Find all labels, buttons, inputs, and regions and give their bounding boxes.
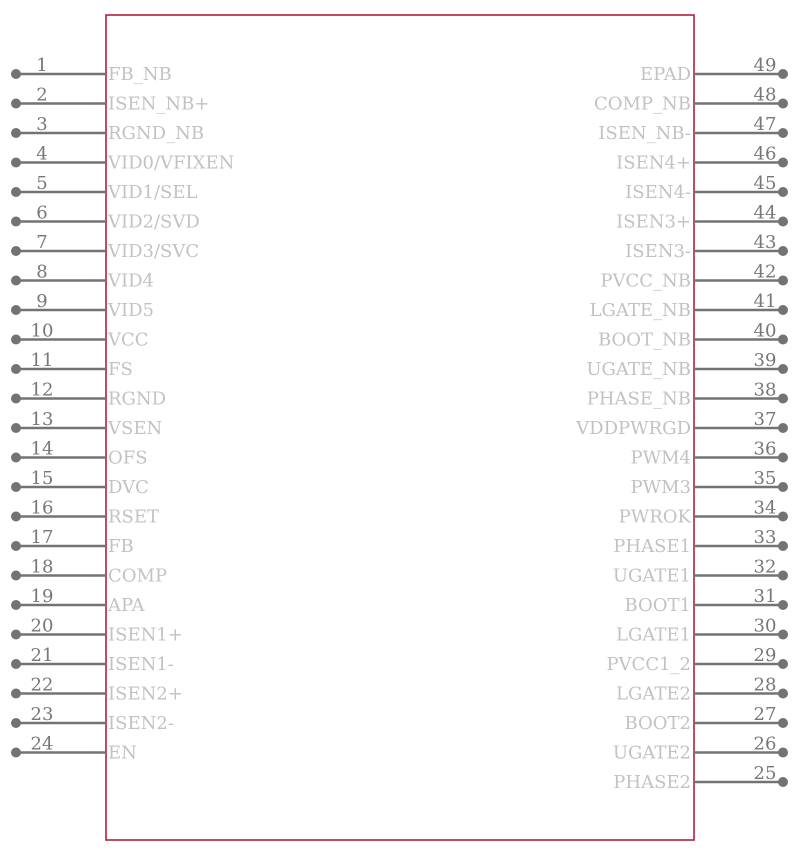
- pin-label: PVCC1_2: [606, 654, 691, 675]
- pin-13-vsen: [11, 409, 162, 439]
- pin-11-fs: [11, 350, 133, 380]
- pin-1-fb-nb: [11, 55, 172, 85]
- pin-label: PWM4: [630, 447, 691, 469]
- pin-dot: [11, 158, 21, 168]
- pin-label: BOOT2: [624, 713, 691, 734]
- pin-number: 17: [30, 527, 54, 548]
- pin-dot: [11, 512, 21, 522]
- pin-27-boot2: [624, 704, 788, 734]
- pin-dot: [11, 99, 21, 109]
- pin-dot: [778, 453, 788, 463]
- pin-dot: [778, 305, 788, 315]
- pin-9-vid5: [11, 291, 154, 321]
- pin-dot: [11, 453, 21, 463]
- pin-label: LGATE1: [616, 624, 691, 646]
- pin-dot: [778, 276, 788, 286]
- pin-label: VID3/SVC: [108, 241, 200, 262]
- pin-number: 29: [753, 645, 777, 666]
- pin-label: RSET: [108, 506, 160, 528]
- pin-5-vid1-sel: [11, 173, 198, 203]
- pin-number: 13: [30, 409, 54, 430]
- pin-49-epad: [640, 55, 788, 85]
- pin-label: UGATE2: [612, 742, 691, 764]
- pin-47-isen-nb: [598, 114, 788, 144]
- pin-35-pwm3: [631, 468, 789, 498]
- pin-number: 22: [30, 674, 54, 696]
- pin-label: PVCC_NB: [600, 270, 691, 292]
- pin-number: 39: [753, 350, 777, 371]
- pin-label: FB: [108, 536, 134, 557]
- pin-number: 31: [753, 586, 777, 607]
- pin-2-isen-nb: [11, 85, 209, 115]
- pin-dot: [11, 246, 21, 256]
- pin-number: 32: [753, 556, 777, 578]
- pin-dot: [778, 335, 788, 345]
- pin-label: BOOT_NB: [597, 329, 691, 351]
- pin-dot: [778, 600, 788, 610]
- pin-dot: [11, 305, 21, 315]
- pin-34-pwrok: [619, 498, 788, 528]
- pin-label: PHASE2: [613, 772, 691, 793]
- pin-number: 24: [30, 733, 54, 755]
- pin-39-ugate-nb: [586, 350, 788, 380]
- pin-number: 20: [30, 615, 54, 637]
- pin-number: 45: [753, 173, 777, 194]
- pin-15-dvc: [11, 468, 149, 498]
- pin-dot: [11, 335, 21, 345]
- pin-number: 11: [30, 350, 54, 371]
- pin-dot: [11, 364, 21, 374]
- pin-dot: [11, 748, 21, 758]
- pin-number: 5: [36, 173, 48, 194]
- pin-43-isen3: [625, 232, 788, 262]
- pin-number: 16: [30, 497, 54, 519]
- pin-label: VID2/SVD: [108, 211, 200, 233]
- pin-44-isen3: [616, 203, 788, 233]
- pin-label: DVC: [108, 477, 149, 498]
- pin-30-lgate1: [616, 616, 788, 646]
- pin-number: 15: [30, 468, 54, 489]
- pin-number: 27: [753, 704, 777, 725]
- pin-31-boot1: [624, 586, 788, 616]
- pin-number: 1: [36, 55, 48, 76]
- pin-20-isen1: [11, 616, 183, 646]
- pin-number: 2: [36, 84, 48, 106]
- pin-dot: [11, 128, 21, 138]
- pin-number: 47: [753, 114, 777, 135]
- pin-number: 49: [753, 55, 777, 76]
- pin-label: BOOT1: [624, 595, 691, 616]
- pin-label: VSEN: [108, 418, 163, 439]
- pin-number: 12: [30, 379, 54, 401]
- pin-17-fb: [11, 527, 134, 557]
- pin-28-lgate2: [616, 675, 788, 705]
- pin-label: VDDPWRGD: [576, 418, 691, 439]
- pin-10-vcc: [11, 321, 149, 351]
- left-pin-group: [11, 55, 234, 764]
- pin-dot: [778, 482, 788, 492]
- pin-label: APA: [108, 595, 145, 616]
- pin-dot: [778, 630, 788, 640]
- pin-number: 30: [753, 615, 777, 637]
- pin-41-lgate-nb: [590, 291, 788, 321]
- pin-36-pwm4: [631, 439, 789, 469]
- pin-dot: [11, 394, 21, 404]
- pin-dot: [778, 128, 788, 138]
- pin-label: PWROK: [618, 506, 691, 528]
- pin-dot: [11, 276, 21, 286]
- pin-label: ISEN_NB-: [598, 123, 691, 144]
- pin-number: 44: [753, 202, 777, 224]
- pin-21-isen1: [11, 645, 174, 675]
- pin-number: 43: [753, 232, 777, 253]
- pin-16-rset: [11, 498, 159, 528]
- pin-label: VID1/SEL: [108, 182, 198, 203]
- pin-label: VID4: [108, 270, 154, 292]
- pin-dot: [778, 69, 788, 79]
- pin-3-rgnd-nb: [11, 114, 204, 144]
- pin-label: PHASE1: [613, 536, 691, 557]
- pin-number: 26: [753, 733, 777, 755]
- pin-8-vid4: [11, 262, 154, 292]
- pin-number: 33: [753, 527, 777, 548]
- pin-dot: [778, 718, 788, 728]
- pin-number: 25: [753, 763, 777, 784]
- right-pin-group: [575, 55, 788, 793]
- pin-23-isen2: [11, 704, 174, 734]
- pin-number: 3: [36, 114, 48, 135]
- pin-number: 8: [36, 261, 48, 283]
- pin-dot: [11, 423, 21, 433]
- pin-label: PWM3: [630, 477, 691, 498]
- pin-number: 28: [753, 674, 777, 696]
- pin-label: ISEN1-: [108, 654, 174, 675]
- pin-number: 7: [36, 232, 48, 253]
- pin-label: UGATE1: [612, 565, 691, 587]
- pin-number: 6: [36, 202, 48, 224]
- pin-46-isen4: [616, 144, 788, 174]
- pin-label: FB_NB: [108, 64, 172, 85]
- pin-dot: [778, 158, 788, 168]
- pin-dot: [11, 69, 21, 79]
- pin-label: LGATE2: [616, 683, 691, 705]
- pin-37-vddpwrgd: [575, 409, 788, 439]
- pin-label: VID5: [108, 300, 154, 321]
- pin-dot: [11, 187, 21, 197]
- pin-dot: [778, 748, 788, 758]
- pin-14-ofs: [11, 439, 148, 469]
- pin-12-rgnd: [11, 380, 166, 410]
- pin-number: 40: [753, 320, 777, 342]
- pin-number: 41: [753, 291, 777, 312]
- pin-40-boot-nb: [598, 321, 788, 351]
- pin-number: 21: [30, 645, 54, 666]
- pin-label: ISEN2+: [108, 683, 183, 705]
- pin-dot: [778, 689, 788, 699]
- pin-number: 37: [753, 409, 777, 430]
- pin-number: 19: [30, 586, 54, 607]
- pin-dot: [11, 689, 21, 699]
- pin-number: 4: [36, 143, 48, 165]
- pin-48-comp-nb: [594, 85, 788, 115]
- pin-label: FS: [108, 359, 133, 380]
- pin-22-isen2: [11, 675, 183, 705]
- pin-number: 23: [30, 704, 54, 725]
- pin-dot: [11, 482, 21, 492]
- pin-label: ISEN3-: [625, 241, 691, 262]
- pin-number: 9: [36, 291, 48, 312]
- pin-number: 18: [30, 556, 54, 578]
- pin-number: 42: [753, 261, 777, 283]
- pin-label: COMP_NB: [593, 93, 691, 115]
- pin-24-en: [11, 734, 137, 764]
- pin-dot: [11, 217, 21, 227]
- pin-label: RGND: [108, 388, 167, 410]
- pin-label: LGATE_NB: [589, 300, 691, 321]
- pin-number: 35: [753, 468, 777, 489]
- pin-18-comp: [11, 557, 167, 587]
- pin-label: UGATE_NB: [586, 359, 691, 380]
- pin-label: ISEN3+: [616, 211, 691, 233]
- pin-dot: [778, 217, 788, 227]
- pin-number: 14: [30, 438, 54, 460]
- pin-dot: [778, 512, 788, 522]
- pin-label: EN: [108, 742, 137, 764]
- pin-dot: [778, 364, 788, 374]
- pin-dot: [778, 394, 788, 404]
- pin-number: 46: [753, 143, 777, 165]
- pin-dot: [778, 246, 788, 256]
- pin-label: COMP: [108, 565, 168, 587]
- pin-dot: [778, 187, 788, 197]
- pin-32-ugate1: [613, 557, 788, 587]
- pin-dot: [778, 571, 788, 581]
- pin-45-isen4: [625, 173, 788, 203]
- pin-number: 10: [30, 320, 54, 342]
- pin-label: ISEN2-: [108, 713, 174, 734]
- pin-number: 36: [753, 438, 777, 460]
- pin-label: VID0/VFIXEN: [108, 152, 235, 174]
- pin-number: 34: [753, 497, 777, 519]
- pin-label: VCC: [108, 329, 149, 351]
- pin-label: ISEN4-: [625, 182, 691, 203]
- pin-number: 48: [753, 84, 777, 106]
- pin-7-vid3-svc: [11, 232, 199, 262]
- pin-dot: [11, 718, 21, 728]
- pin-label: EPAD: [639, 64, 691, 85]
- pin-dot: [11, 600, 21, 610]
- pin-29-pvcc1-2: [606, 645, 788, 675]
- pin-dot: [11, 630, 21, 640]
- pin-dot: [778, 423, 788, 433]
- pin-dot: [778, 777, 788, 787]
- pin-38-phase-nb: [587, 380, 788, 410]
- pin-4-vid0-vfixen: [11, 144, 234, 174]
- pin-number: 38: [753, 379, 777, 401]
- pin-label: PHASE_NB: [586, 388, 691, 410]
- pin-label: OFS: [108, 447, 148, 469]
- pin-dot: [11, 541, 21, 551]
- pin-label: RGND_NB: [108, 123, 205, 144]
- pin-dot: [778, 541, 788, 551]
- pin-label: ISEN4+: [616, 152, 691, 174]
- pin-25-phase2: [613, 763, 788, 793]
- pin-33-phase1: [613, 527, 788, 557]
- pin-label: ISEN1+: [108, 624, 183, 646]
- pin-dot: [11, 659, 21, 669]
- pin-dot: [778, 99, 788, 109]
- pin-26-ugate2: [613, 734, 788, 764]
- pin-19-apa: [11, 586, 145, 616]
- pin-label: ISEN_NB+: [108, 93, 210, 115]
- pin-dot: [778, 659, 788, 669]
- pin-dot: [11, 571, 21, 581]
